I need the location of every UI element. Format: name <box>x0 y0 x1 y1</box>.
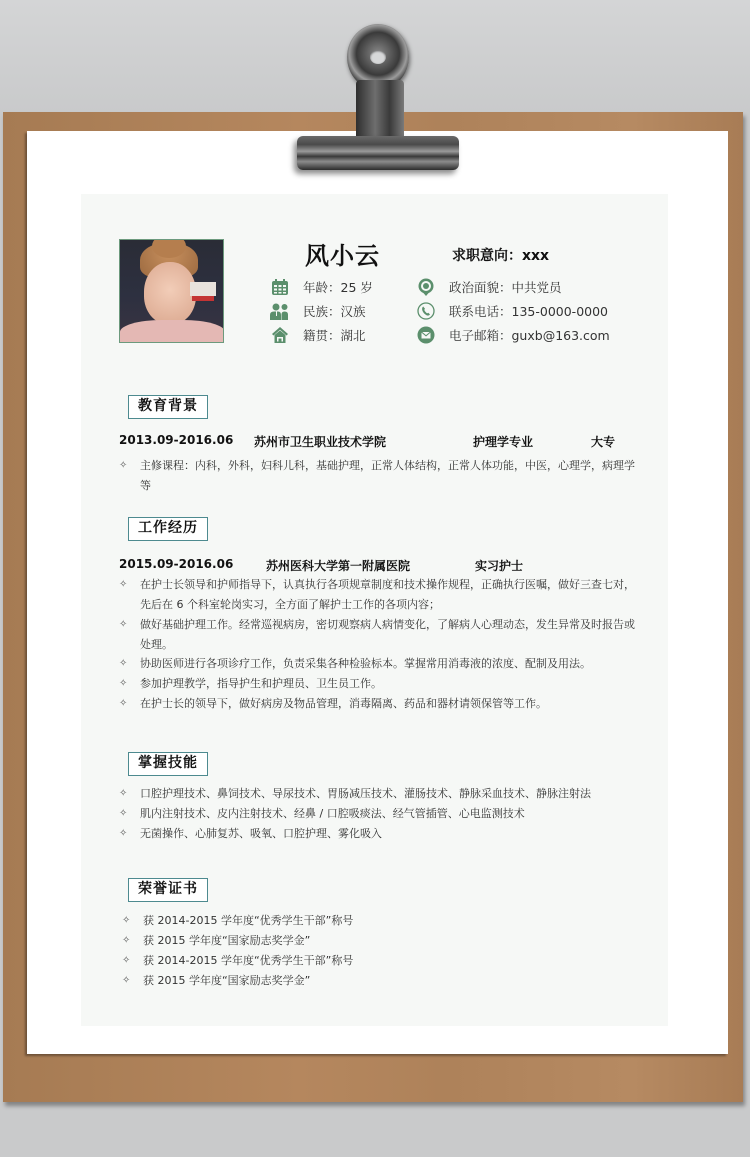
bullet-text: 做好基础护理工作。经常巡视病房，密切观察病人病情变化，了解病人心理动态，发生异常及时报告或处理。 <box>140 618 635 651</box>
work-bullet <box>119 615 639 655</box>
section-title-work: 工作经历 <box>128 517 208 541</box>
ethnicity-text: 民族：汉族 <box>303 304 366 319</box>
diamond-bullet-icon: ✧ <box>119 678 128 689</box>
political-status-row <box>416 277 562 297</box>
bullet-text: 参加护理教学，指导护生和护理员、卫生员工作。 <box>140 677 382 690</box>
clip-hole <box>370 50 386 64</box>
home-icon <box>270 325 290 345</box>
diamond-bullet-icon: ✧ <box>119 619 128 630</box>
honor-bullet <box>122 951 642 971</box>
diamond-bullet-icon: ✧ <box>119 460 128 471</box>
work-role: 实习护士 <box>475 559 524 573</box>
photo-face <box>144 262 196 324</box>
calendar-icon <box>270 277 290 297</box>
skill-bullet <box>119 804 639 824</box>
honor-bullet <box>122 911 642 931</box>
work-bullet <box>119 654 639 674</box>
profile-photo <box>119 239 224 343</box>
photo-backdrop-stripe <box>192 296 214 301</box>
hometown-text: 籍贯：湖北 <box>303 328 366 343</box>
age-text: 年龄：25 岁 <box>303 280 373 295</box>
bullet-text: 协助医师进行各项诊疗工作，负责采集各种检验标本。掌握常用消毒液的浓度、配制及用法。 <box>140 657 591 670</box>
diamond-bullet-icon: ✧ <box>119 788 128 799</box>
binder-clip <box>284 24 464 170</box>
section-title-skills: 掌握技能 <box>128 752 208 776</box>
honor-bullet <box>122 971 642 991</box>
diamond-bullet-icon: ✧ <box>122 975 131 986</box>
email-row <box>416 325 610 345</box>
age-row <box>270 277 373 297</box>
ethnicity-row <box>270 301 366 321</box>
skill-bullet <box>119 784 639 804</box>
hometown-row <box>270 325 366 345</box>
diamond-bullet-icon: ✧ <box>122 935 131 946</box>
photo-shirt <box>120 320 224 343</box>
diamond-bullet-icon: ✧ <box>122 915 131 926</box>
diamond-bullet-icon: ✧ <box>119 828 128 839</box>
diamond-bullet-icon: ✧ <box>119 808 128 819</box>
clip-base <box>297 136 459 170</box>
phone-text: 联系电话：135-0000-0000 <box>449 304 609 319</box>
bullet-text: 获 2014-2015 学年度“优秀学生干部”称号 <box>143 954 354 967</box>
section-title-honors: 荣誉证书 <box>128 878 208 902</box>
bullet-text: 无菌操作、心肺复苏、吸氧、口腔护理、雾化吸入 <box>140 827 382 840</box>
education-major: 护理学专业 <box>473 435 534 449</box>
work-period: 2015.09-2016.06 <box>119 557 234 571</box>
education-bullet <box>119 456 639 496</box>
bullet-text: 口腔护理技术、鼻饲技术、导尿技术、胃肠减压技术、灌肠技术、静脉采血技术、静脉注射法 <box>140 787 591 800</box>
work-header-row <box>119 557 639 575</box>
education-degree: 大专 <box>591 435 616 449</box>
work-bullet <box>119 674 639 694</box>
education-school: 苏州市卫生职业技术学院 <box>254 435 387 449</box>
job-intent: 求职意向：xxx <box>452 248 550 264</box>
honor-bullet <box>122 931 642 951</box>
diamond-bullet-icon: ✧ <box>119 579 128 590</box>
bullet-text: 在护士长领导和护师指导下，认真执行各项规章制度和技术操作规程，正确执行医嘱，做好三查七对，先后在 6 个科室轮岗实习，全方面了解护士工作的各项内容； <box>140 578 635 611</box>
bullet-text: 获 2014-2015 学年度“优秀学生干部”称号 <box>143 914 354 927</box>
political-status-text: 政治面貌：中共党员 <box>449 280 562 295</box>
bullet-text: 获 2015 学年度“国家励志奖学金” <box>143 934 311 947</box>
bullet-text: 获 2015 学年度“国家励志奖学金” <box>143 974 311 987</box>
bullet-text: 肌内注射技术、皮内注射技术、经鼻 / 口腔吸痰法、经气管插管、心电监测技术 <box>140 807 525 820</box>
education-header-row <box>119 433 639 451</box>
clip-neck <box>356 80 404 142</box>
diamond-bullet-icon: ✧ <box>119 698 128 709</box>
work-bullet <box>119 694 639 714</box>
photo-backdrop-sign <box>190 282 216 296</box>
skill-bullet <box>119 824 639 844</box>
mail-icon <box>416 325 436 345</box>
education-period: 2013.09-2016.06 <box>119 433 234 447</box>
location-pin-icon <box>416 277 436 297</box>
phone-icon <box>416 301 436 321</box>
email-text: 电子邮箱：guxb@163.com <box>449 328 610 343</box>
diamond-bullet-icon: ✧ <box>122 955 131 966</box>
bullet-text: 在护士长的领导下，做好病房及物品管理，消毒隔离、药品和器材请领保管等工作。 <box>140 697 547 710</box>
people-icon <box>270 301 290 321</box>
diamond-bullet-icon: ✧ <box>119 658 128 669</box>
section-title-education: 教育背景 <box>128 395 208 419</box>
bullet-text: 主修课程：内科，外科，妇科儿科，基础护理，正常人体结构，正常人体功能，中医，心理学，病理学等 <box>140 459 635 492</box>
phone-row <box>416 301 608 321</box>
candidate-name: 风小云 <box>305 242 380 270</box>
work-organization: 苏州医科大学第一附属医院 <box>266 559 411 573</box>
work-bullet <box>119 575 639 615</box>
